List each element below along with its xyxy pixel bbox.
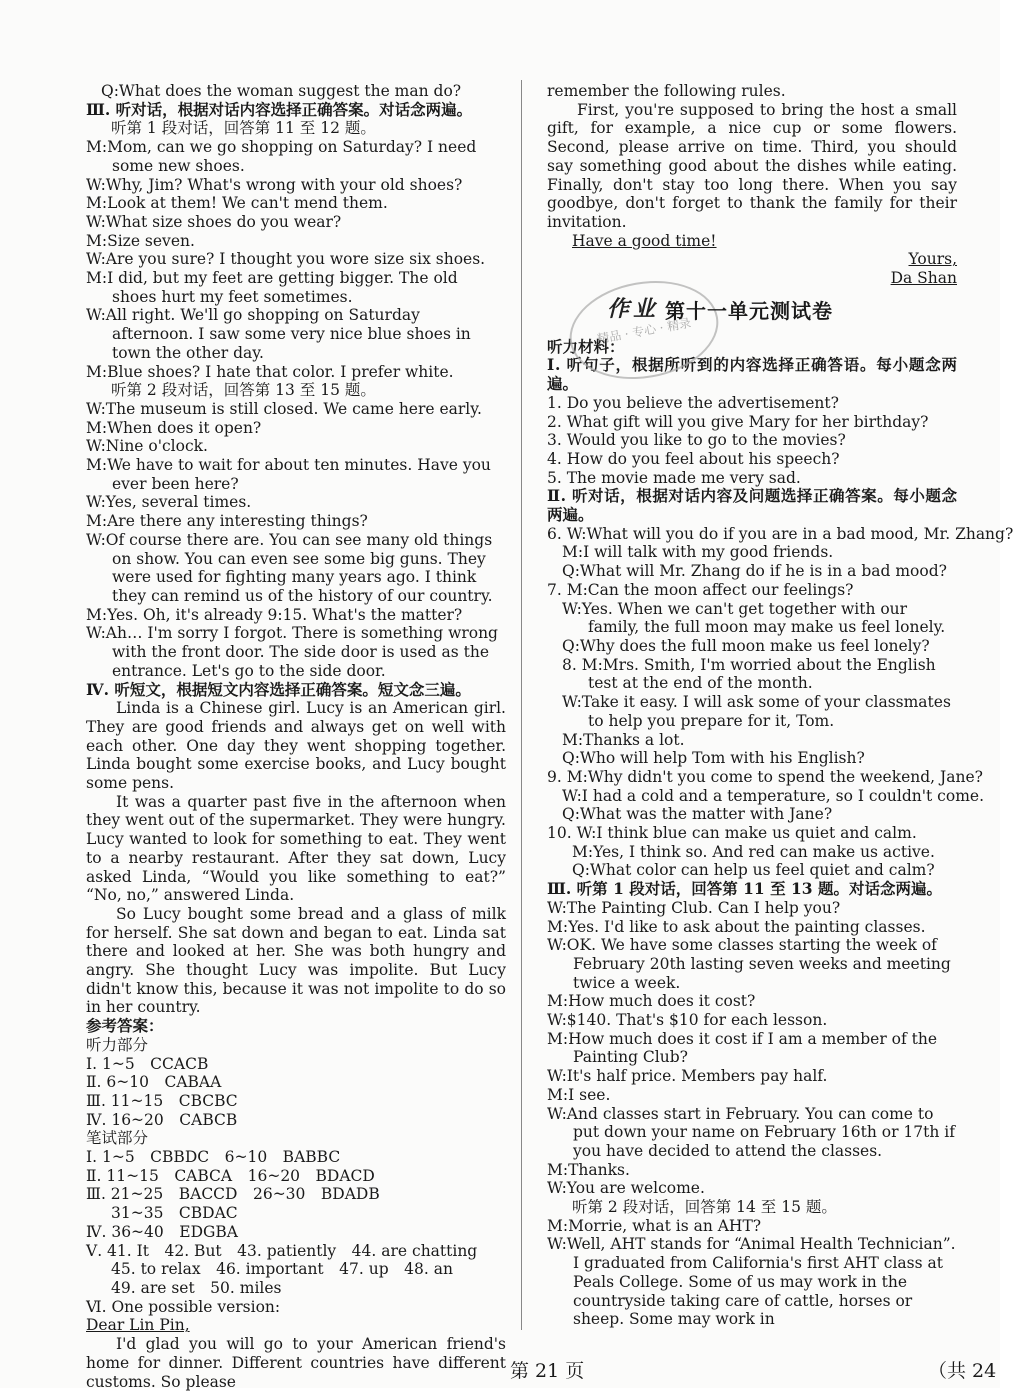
text-line: 听力材料： [547,336,625,356]
text-line: Ⅲ. 听第 1 段对话，回答第 11 至 13 题。对话念两遍。 [547,879,942,899]
text-line: M:When does it open? [86,418,262,437]
text-line: So Lucy bought some bread and a glass of milk for herself. She sat down and began to eat. Linda sat there and looked at her. She was both hungry and angry. She thought Lucy was impolite. But Lucy didn't know this, because it was not impolite to do so in her country. [86,904,506,1017]
text-line: Ⅲ. 听对话，根据对话内容选择正确答案。对话念两遍。 [86,99,473,119]
text-line: M:How much does it cost if I am a member of the Painting Club? [547,1029,938,1067]
text-line: W:Ah… I'm sorry I forgot. There is something wrong with the front door. The side door is used as the entrance. Let's go to the side door. [86,624,498,680]
text-line: Q:Who will help Tom with his English? [562,749,865,768]
text-line: W:It's half price. Members pay half. [547,1067,828,1086]
text-line: W:What size shoes do you wear? [86,212,342,231]
text-line: Ⅳ. 16~20 CABCB [86,1110,238,1129]
text-line: 5. The movie made me very sad. [547,468,801,487]
text-line: M:We have to wait for about ten minutes. Have you ever been here? [86,456,491,493]
text-line: Ⅲ. 11~15 CBCBC [86,1091,238,1110]
page-number: 第 21 页 [510,1360,585,1382]
right-column [547,82,1013,1329]
text-line: Ⅱ. 听对话，根据对话内容及问题选择正确答案。每小题念两遍。 [547,486,957,525]
column-divider [521,80,522,1330]
letter-ending [547,82,957,288]
page-total: （共 24 [928,1360,997,1382]
text-line: M:Thanks. [547,1160,630,1179]
text-line: 8. M:Mrs. Smith, I'm worried about the English test at the end of the month. [562,655,936,693]
text-line: First, you're supposed to bring the host a small gift, for example, a nice cup or some flowers. Second, please arrive on time. Third, you should say something good about the dishes while eating. Finally, don't stay too long there. When you say goodbye, don't forget to thank the family for their invitation. [547,100,957,231]
text-line: Da Shan [890,269,957,288]
text-line: Dear Lin Pin, [86,1316,190,1335]
text-line: Ⅴ. 41. It 42. But 43. patiently 44. are chatting [86,1241,478,1260]
text-line: W:And classes start in February. You can come to put down your name on February 16th or 17th if you have decided to attend the classes. [547,1104,955,1160]
text-line: W:You are welcome. [547,1179,705,1198]
text-line: 听第 2 段对话，回答第 14 至 15 题。 [572,1198,837,1217]
text-line: Q:Why does the full moon make us feel lonely? [562,636,930,655]
text-line: M:Yes. Oh, it's already 9:15. What's the matter? [86,605,463,624]
text-line: Ⅳ. 听短文，根据短文内容选择正确答案。短文念三遍。 [86,679,471,699]
text-line: Q:What color can help us feel quiet and calm? [572,861,935,880]
text-line: 1. Do you believe the advertisement? [547,393,839,412]
text-line: M:How much does it cost? [547,992,756,1011]
text-line: W:Why, Jim? What's wrong with your old shoes? [86,175,463,194]
text-line: 4. How do you feel about his speech? [547,449,840,468]
text-line: W:The Painting Club. Can I help you? [547,898,841,917]
text-line: 10. W:I think blue can make us quiet and calm. [547,824,917,843]
text-line: Ⅲ. 21~25 BACCD 26~30 BDADB [86,1185,380,1204]
text-line: 3. Would you like to go to the movies? [547,431,846,450]
text-line: W:Take it easy. I will ask some of your classmates to help you prepare for it, Tom. [562,693,951,730]
text-line: M:Thanks a lot. [562,730,685,749]
text-line: 听第 2 段对话，回答第 13 至 15 题。 [111,381,376,400]
text-line: 6. W:What will you do if you are in a bad mood, Mr. Zhang? [547,524,1013,543]
text-line: I'd glad you will go to your American friend's home for dinner. Different countries have different customs. So please [86,1335,506,1391]
text-line: M:Morrie, what is an AHT? [547,1216,762,1235]
listening-material [547,336,1013,1329]
text-line: W:The museum is still closed. We came here early. [86,399,482,418]
text-line: M:I see. [547,1085,611,1104]
text-line: Yours, [908,250,957,269]
text-line: 笔试部分 [86,1129,149,1148]
text-line: W:Well, AHT stands for “Animal Health Technician”. I graduated from California's first AHT class at Peals College. Some of us may work in the countryside taking care of cattle, horses or sheep. Some may work in [547,1235,956,1329]
text-line: W:Of course there are. You can see many old things on show. You can even see some big guns. They were used for fighting many years ago. I think they can remind us of the history of our country. [86,530,493,605]
text-line: M:Look at them! We can't mend them. [86,194,388,213]
text-line: 听第 1 段对话，回答第 11 至 12 题。 [111,119,376,138]
text-line: W:$140. That's $10 for each lesson. [547,1011,828,1030]
text-line: Have a good time! [572,231,717,250]
text-line: 7. M:Can the moon affect our feelings? [547,580,854,599]
text-line: W:All right. We'll go shopping on Saturday afternoon. I saw some very nice blue shoes in town the other day. [86,306,471,362]
text-line: M:Yes. I'd like to ask about the painting classes. [547,917,926,936]
text-line: W:OK. We have some classes starting the week of February 20th lasting seven weeks and meeting twice a week. [547,936,951,992]
text-line: Ⅵ. One possible version: [86,1297,281,1316]
text-line: M:I will talk with my good friends. [562,543,834,562]
text-line: 参考答案： [86,1016,164,1036]
text-line: Q:What does the woman suggest the man do? [101,82,462,100]
text-line: M:Blue shoes? I hate that color. I prefer white. [86,362,454,381]
stamp-watermark: 精品 · 专心 · 精录 [562,269,726,390]
text-line: M:Mom, can we go shopping on Saturday? I need some new shoes. [86,138,477,175]
text-line: W:Are you sure? I thought you wore size six shoes. [86,250,486,269]
text-line: Ⅱ. 11~15 CABCA 16~20 BDACD [86,1166,375,1185]
text-line: It was a quarter past five in the afternoon when they went out of the supermarket. They were hungry. Lucy wanted to look for something to eat. They went to a nearby restaurant. After they sat down, Lucy asked Linda, “Would you like something to eat?” “No, no,” answered Linda. [86,792,506,905]
text-line: W:Nine o'clock. [86,437,208,456]
text-line: W:Yes. When we can't get together with our family, the full moon may make us feel lonely. [562,599,946,637]
text-line: Q:What will Mr. Zhang do if he is in a bad mood? [562,562,947,581]
unit-test-title: 第十一单元测试卷 [665,298,833,323]
text-line: Ⅰ. 听句子，根据所听到的内容选择正确答语。每小题念两遍。 [547,355,957,394]
text-line: Ⅳ. 36~40 EDGBA [86,1222,238,1241]
text-line: M:Size seven. [86,231,195,250]
text-line: 49. are set 50. miles [111,1279,282,1297]
left-column [86,82,506,1391]
text-line: M:Yes, I think so. And red can make us active. [572,842,935,861]
text-line: 听力部分 [86,1035,149,1054]
text-line: M:Are there any interesting things? [86,512,368,531]
text-line: W:Yes, several times. [86,493,252,512]
text-line: Ⅱ. 6~10 CABAA [86,1073,222,1092]
text-line: Q:What was the matter with Jane? [562,805,833,824]
text-line: 9. M:Why didn't you come to spend the weekend, Jane? [547,767,983,786]
text-line: W:I had a cold and a temperature, so I couldn't come. [562,786,984,805]
homework-badge: 作业 [607,295,660,322]
text-line: Linda is a Chinese girl. Lucy is an American girl. They are good friends and always get on well with each other. One day they went shopping together. Linda bought some exercise books, and Lucy bought some pens. [86,699,506,793]
text-line: Ⅰ. 1~5 CBBDC 6~10 BABBC [86,1148,341,1167]
text-line: 2. What gift will you give Mary for her birthday? [547,412,929,431]
text-line: Ⅰ. 1~5 CCACB [86,1054,209,1073]
text-line: remember the following rules. [547,82,786,100]
text-line: M:I did, but my feet are getting bigger. The old shoes hurt my feet sometimes. [86,269,458,306]
text-line: 31~35 CBDAC [111,1204,238,1223]
text-line: 45. to relax 46. important 47. up 48. an [111,1260,453,1279]
